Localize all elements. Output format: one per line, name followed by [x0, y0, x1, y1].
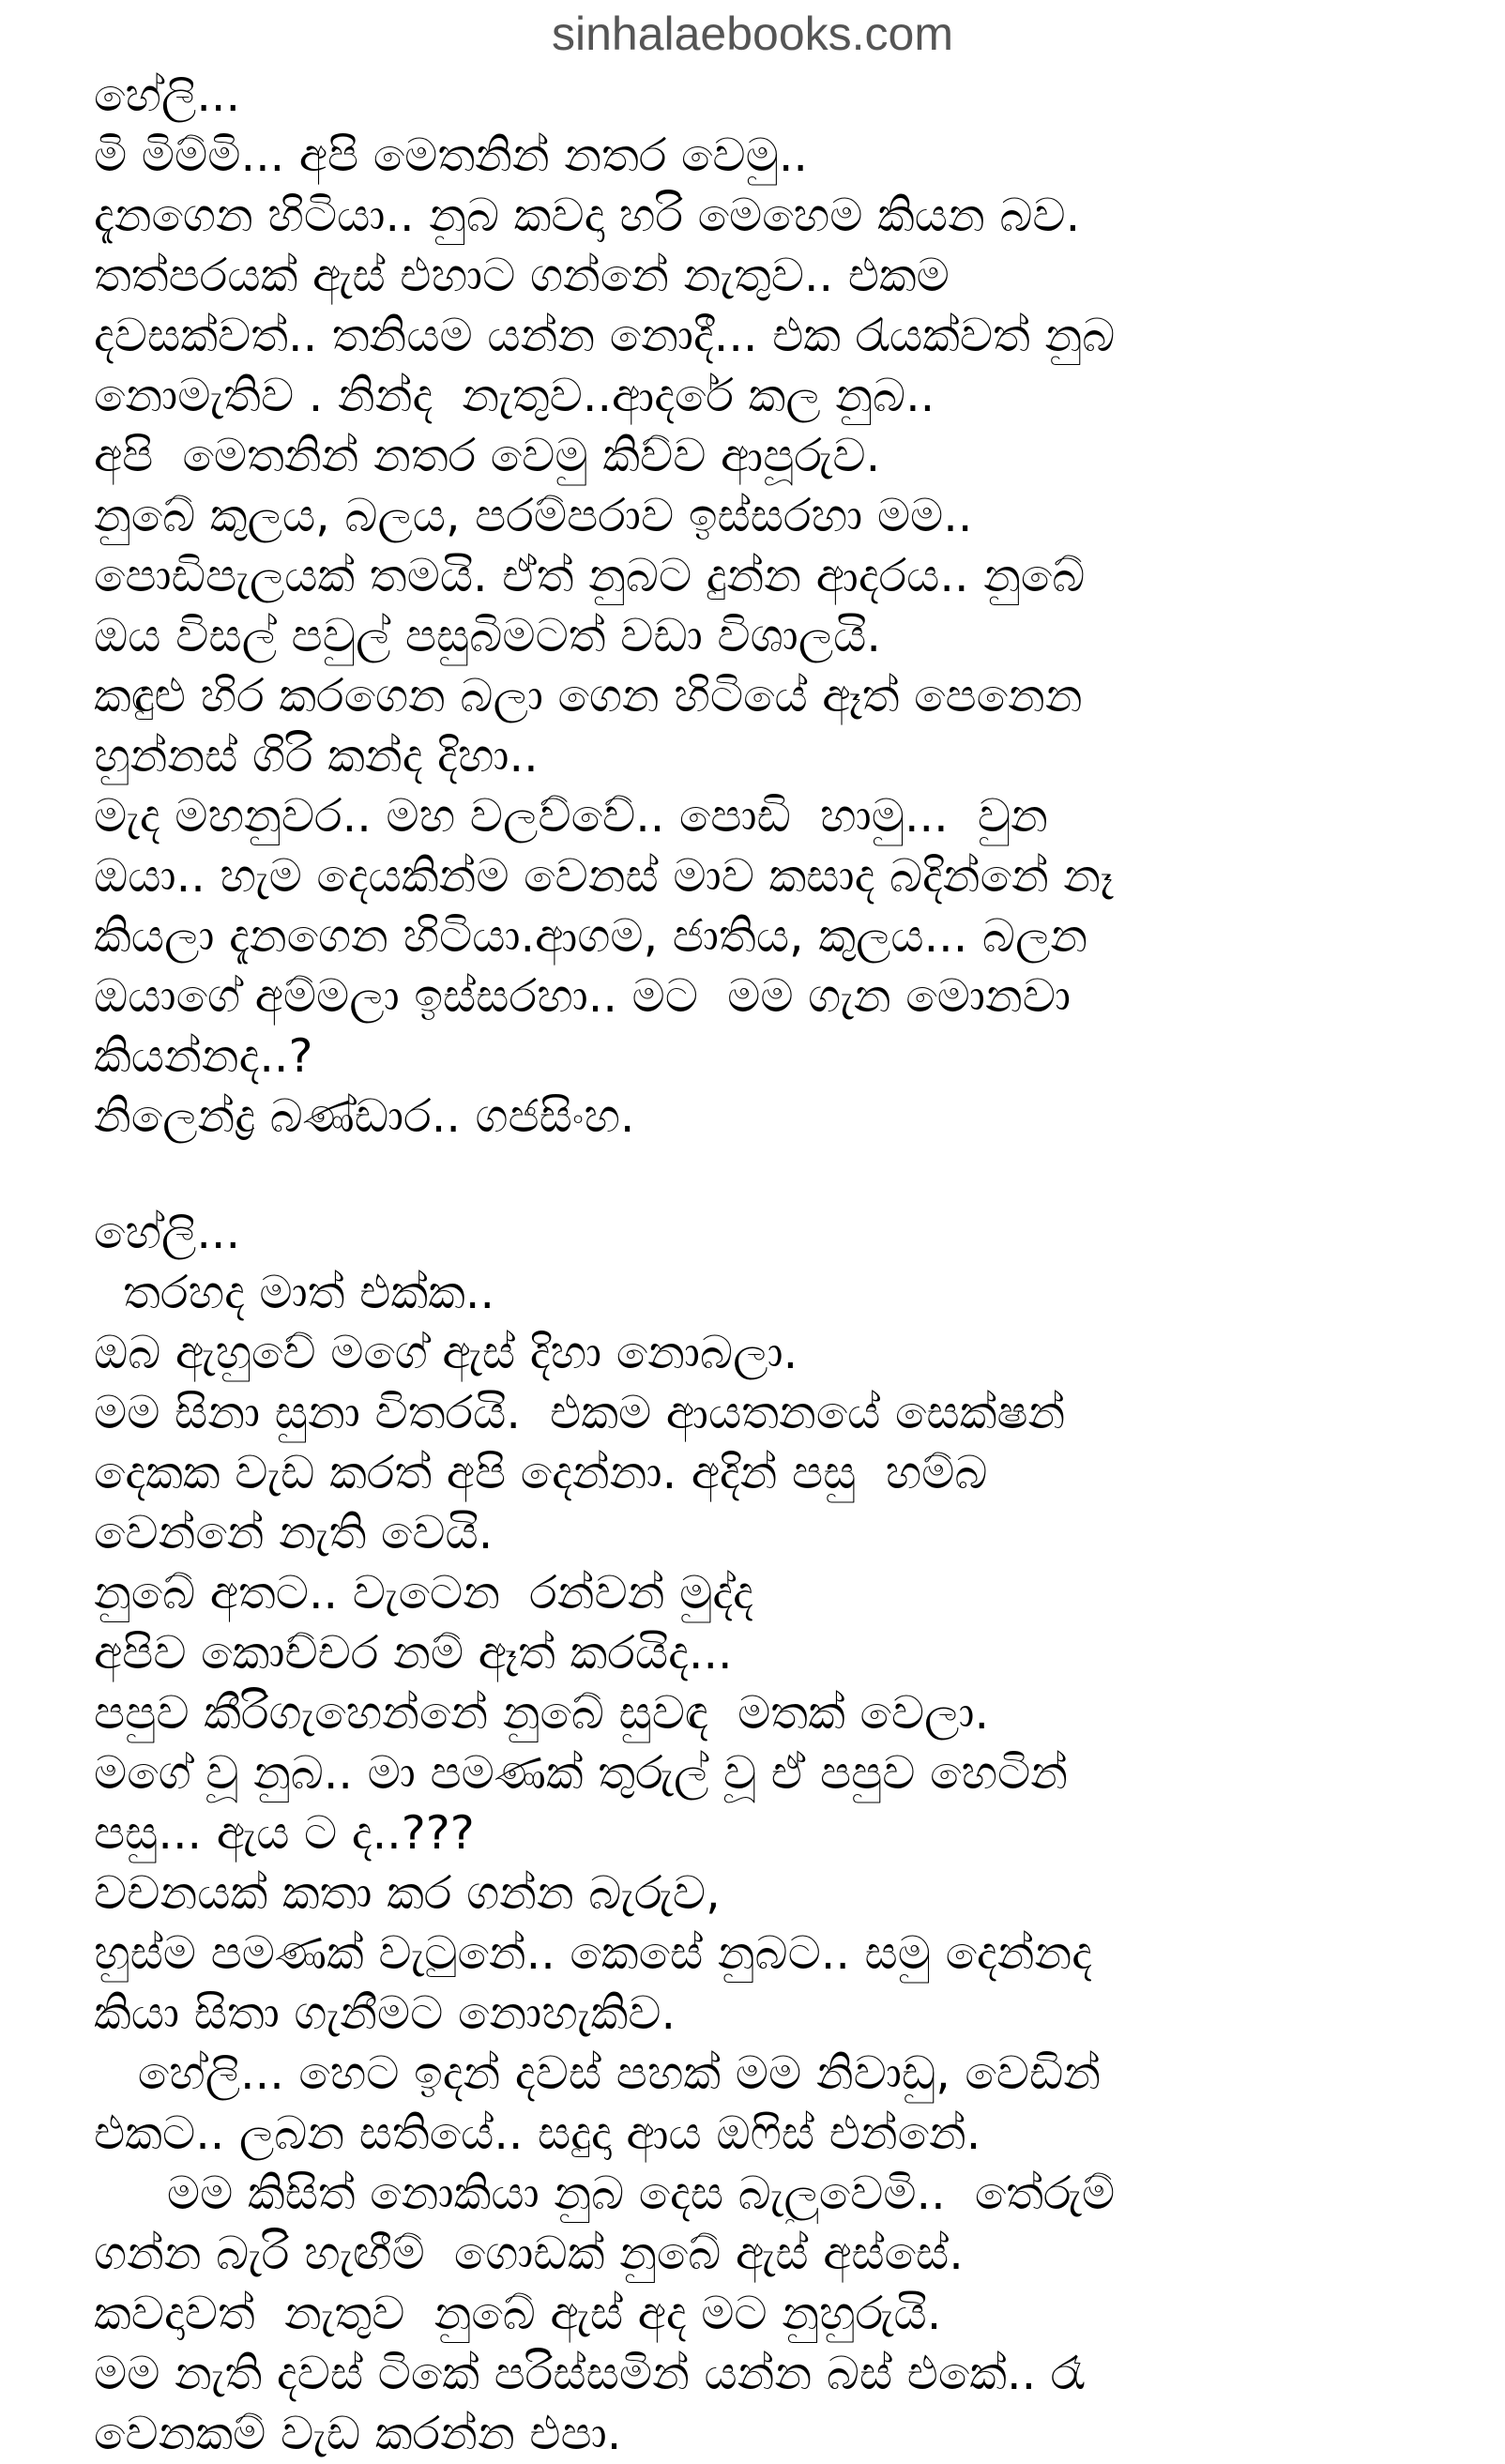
text-line: කියා සිතා ගැනීමට නොහැකිව.	[94, 1986, 676, 2040]
text-line: තරහද මාත් එක්ක..	[94, 1266, 495, 1319]
text-line: පපුව කීරිගැහෙන්නේ නුබේ සුවඳ මතක් වෙලා.	[94, 1686, 990, 1740]
paragraph-2	[94, 1203, 1482, 2464]
text-line: හේලි...	[94, 1206, 241, 1259]
text-line: හේලි...	[94, 68, 241, 122]
text-line: නුබේ අතට.. වැටෙන රන්වන් මුද්ද	[94, 1566, 753, 1620]
text-line: ඔයාගේ අම්මලා ඉස්සරහා.. මට මම ගැන මොනවා	[94, 969, 1072, 1023]
site-watermark: sinhalaebooks.com	[551, 8, 954, 60]
paragraph-gap	[94, 1147, 1482, 1203]
text-line: වචනයක් කතා කර ගන්න බැරුව,	[94, 1866, 721, 1920]
text-line: හේලි... හෙට ඉදන් දවස් පහක් මම නිවාඩු, වෙඩින්	[94, 2046, 1102, 2100]
text-line: ඔයා.. හැම දෙයකින්ම වෙනස් මාව කසාද බදින්නේ නෑ	[94, 849, 1114, 903]
text-line: නොමැතිව . නින්ද නැතුව..ආදරේ කල නුබ..	[94, 369, 935, 422]
text-line: මම නැති දවස් ටිකේ පරිස්සමින් යන්න බස් එකේ.. රෑ	[94, 2347, 1085, 2400]
text-line: මැද මහනුවර.. මහ වලව්වේ.. පොඩි හාමු... වුන	[94, 789, 1048, 843]
text-line: පොඩිපැලයක් තමයි. ඒත් නුබට දුන්න ආදරය.. නුබේ	[94, 549, 1086, 602]
text-line: ඔය විසල් පවුල් පසුබිමටත් වඩා විශාලයි.	[94, 609, 881, 662]
text-line: මම සිනා සුනා විතරයි. එකම ආයතනයේ සෙක්ෂන්	[94, 1386, 1066, 1439]
text-line: අපිව කොච්චර නම් ඈත් කරයිද...	[94, 1626, 733, 1680]
text-line: මගේ වූ නුබ.. මා පමණක් තුරුල් වූ ඒ පපුව හෙටින්	[94, 1746, 1069, 1800]
text-line: එකට.. ලබන සතියේ.. සදුදා ආය ඔෆිස් එන්නේ.	[94, 2107, 981, 2160]
text-line: දවසක්වත්.. තනියම යන්න නොදී... එක රැයක්වත් නුබ	[94, 309, 1116, 362]
text-line: දෙකක වැඩ කරත් අපි දෙන්නා. අදින් පසු හම්බ	[94, 1446, 988, 1499]
text-line: නිලෙන්ද්‍ර බණ්ඩාර.. ගජසිංහ.	[94, 1089, 635, 1143]
text-line: වෙන්නේ නැති වෙයි.	[94, 1506, 494, 1559]
text-line: මම කිසිත් නොකියා නුබ දෙස බැලුවෙමි.. තේරුම්	[94, 2167, 1116, 2220]
text-line: වෙනකම් වැඩ කරන්න එපා.	[94, 2407, 622, 2460]
text-line: කියලා දැනගෙන හිටියා.ආගම, ජාතිය, කුලය... බලන	[94, 909, 1088, 963]
story-text	[94, 66, 1482, 2464]
paragraph-1	[94, 66, 1482, 1147]
text-line: පසු... ඇය ට ද..???	[94, 1806, 475, 1860]
text-line: නුබේ කුලය, බලය, පරම්පරාව ඉස්සරහා මම..	[94, 489, 973, 542]
text-line: මි මිම්මි... අපි මෙතනින් නතර වෙමු..	[94, 129, 809, 182]
text-line: හුස්ම පමණක් වැටුනේ.. කෙසේ නුබට.. සමු දෙන්නද	[94, 1926, 1093, 1980]
text-line: දැනගෙන හිටියා.. නුබ කවදා හරි මෙහෙම කියන බව.	[94, 189, 1081, 242]
text-line: තත්පරයක් ඇස් එහාට ගන්නේ නැතුව.. එකම	[94, 249, 950, 302]
text-line: හුන්නස් ගිරි කන්ද දිහා..	[94, 729, 539, 783]
text-line: ගන්න බැරි හැඟීම් ගොඩක් නුබේ ඇස් අස්සේ.	[94, 2227, 964, 2280]
text-line: අපි මෙතනින් නතර වෙමු කිව්ව ආපූරුව.	[94, 429, 881, 482]
text-line: ඔබ ඇහුවේ මගේ ඇස් දිහා නොබලා.	[94, 1326, 798, 1379]
text-line: කියන්නද..?	[94, 1029, 313, 1083]
text-line: කවදාවත් නැතුව නුබේ ඇස් අද මට නුහුරුයි.	[94, 2287, 942, 2340]
text-line: කඳුළු හිර කරගෙන බලා ගෙන හිටියේ ඈත් පෙනෙන	[94, 669, 1083, 722]
